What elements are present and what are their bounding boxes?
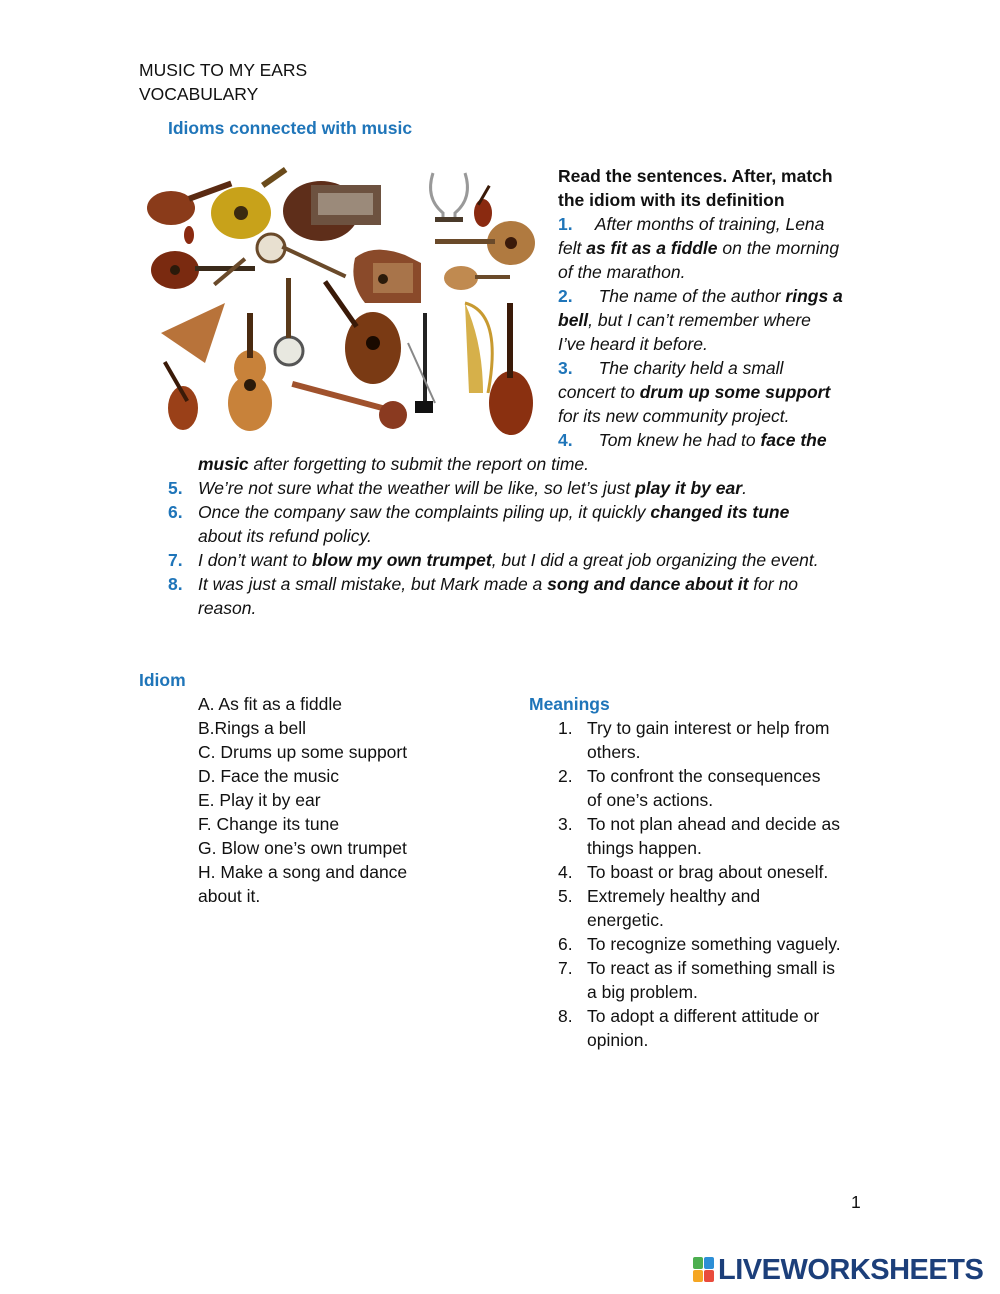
meaning-8-number: 8. [558, 1006, 573, 1026]
document-subtitle: VOCABULARY [139, 84, 259, 104]
section-title: Idioms connected with music [168, 118, 413, 138]
sentence-7-number: 7. [168, 550, 183, 570]
meaning-8-line-1: To adopt a different attitude or [587, 1006, 820, 1026]
meaning-2-line-2: of one’s actions. [587, 790, 714, 810]
erhu-icon [408, 313, 435, 413]
meaning-3-number: 3. [558, 814, 573, 834]
sentence-2-line-3: I’ve heard it before. [558, 334, 708, 354]
idiom-option-d: D. Face the music [198, 766, 340, 786]
sentence-1: 1. After months of training, Lena [558, 214, 825, 234]
idiom-heading: Idiom [139, 670, 186, 690]
liveworksheets-logo-text: LIVEWORKSHEETS [718, 1254, 984, 1286]
idiom-option-c: C. Drums up some support [198, 742, 408, 762]
sentence-3-line-2: concert to drum up some support [558, 382, 831, 402]
electric-guitar-icon [151, 251, 255, 289]
sentence-4: 4. Tom knew he had to face the [558, 430, 827, 450]
liveworksheets-logo[interactable] [693, 1252, 983, 1288]
sentence-8-number: 8. [168, 574, 183, 594]
hurdy-gurdy-icon [283, 181, 381, 241]
sentence-1-line-2: felt as fit as a fiddle on the morning [558, 238, 840, 258]
musical-instruments-collage-icon [143, 163, 543, 446]
sentence-5-number: 5. [168, 478, 183, 498]
page-number: 1 [851, 1192, 861, 1212]
cello-icon [163, 361, 198, 430]
sentence-4-line-2: music after forgetting to submit the report on time. [198, 454, 590, 474]
idiom-option-h: H. Make a song and dance [198, 862, 408, 882]
sentence-6-line-2: about its refund policy. [198, 526, 372, 546]
meaning-4-number: 4. [558, 862, 573, 882]
meaning-3-line-2: things happen. [587, 838, 702, 858]
idiom-option-a: A. As fit as a fiddle [198, 694, 342, 714]
banjo-icon [257, 234, 346, 278]
sentence-6-number: 6. [168, 502, 183, 522]
sentence-2: 2. The name of the author rings a [558, 286, 843, 306]
document-title: MUSIC TO MY EARS [139, 60, 308, 80]
meaning-5-line-2: energetic. [587, 910, 664, 930]
instruction-line-1: Read the sentences. After, match [558, 166, 833, 186]
lyre-icon [431, 173, 468, 222]
meaning-1-number: 1. [558, 718, 573, 738]
idiom-option-h-line-2: about it. [198, 886, 261, 906]
lute-icon [211, 167, 287, 239]
zither-icon [353, 250, 421, 303]
sitar-icon [291, 381, 407, 429]
meaning-1-line-1: Try to gain interest or help from [587, 718, 830, 738]
idiom-option-e: E. Play it by ear [198, 790, 321, 810]
double-bass-icon [489, 303, 533, 435]
sentence-6: Once the company saw the complaints piling up, it quickly changed its tune [198, 502, 790, 522]
meaning-7-line-1: To react as if something small is [587, 958, 836, 978]
ukulele-icon [444, 266, 510, 290]
meaning-7-number: 7. [558, 958, 573, 978]
idiom-option-f: F. Change its tune [198, 814, 340, 834]
violin-icon [474, 185, 492, 227]
meaning-6-line-1: To recognize something vaguely. [587, 934, 841, 954]
meaning-2-number: 2. [558, 766, 573, 786]
idiom-option-g: G. Blow one’s own trumpet [198, 838, 407, 858]
sentence-5: We’re not sure what the weather will be like, so let’s just play it by ear. [198, 478, 747, 498]
meaning-2-line-1: To confront the consequences [587, 766, 821, 786]
sentence-2-line-2: bell, but I can’t remember where [558, 310, 811, 330]
mandolin-icon [435, 221, 535, 265]
meaning-1-line-2: others. [587, 742, 641, 762]
liveworksheets-logo-icon [693, 1257, 715, 1283]
sentence-8-line-2: reason. [198, 598, 257, 618]
meaning-4-line-1: To boast or brag about oneself. [587, 862, 829, 882]
meaning-8-line-2: opinion. [587, 1030, 649, 1050]
sentence-1-line-3: of the marathon. [558, 262, 686, 282]
sentence-3: 3. The charity held a small [558, 358, 784, 378]
meaning-7-line-2: a big problem. [587, 982, 698, 1002]
idiom-option-b: B.Rings a bell [198, 718, 306, 738]
meaning-5-line-1: Extremely healthy and [587, 886, 761, 906]
acoustic-guitar-icon [228, 313, 272, 431]
sentence-3-line-3: for its new community project. [558, 406, 790, 426]
sentence-7: I don’t want to blow my own trumpet, but I did a great job organizing the event. [198, 550, 819, 570]
banjo-icon-2 [275, 278, 303, 365]
meanings-heading: Meanings [529, 694, 610, 714]
harp-icon [465, 303, 492, 393]
meaning-5-number: 5. [558, 886, 573, 906]
meaning-6-number: 6. [558, 934, 573, 954]
instruction-line-2: the idiom with its definition [558, 190, 785, 210]
sentence-8: It was just a small mistake, but Mark made a song and dance about it for no [198, 574, 799, 594]
meaning-3-line-1: To not plan ahead and decide as [587, 814, 840, 834]
